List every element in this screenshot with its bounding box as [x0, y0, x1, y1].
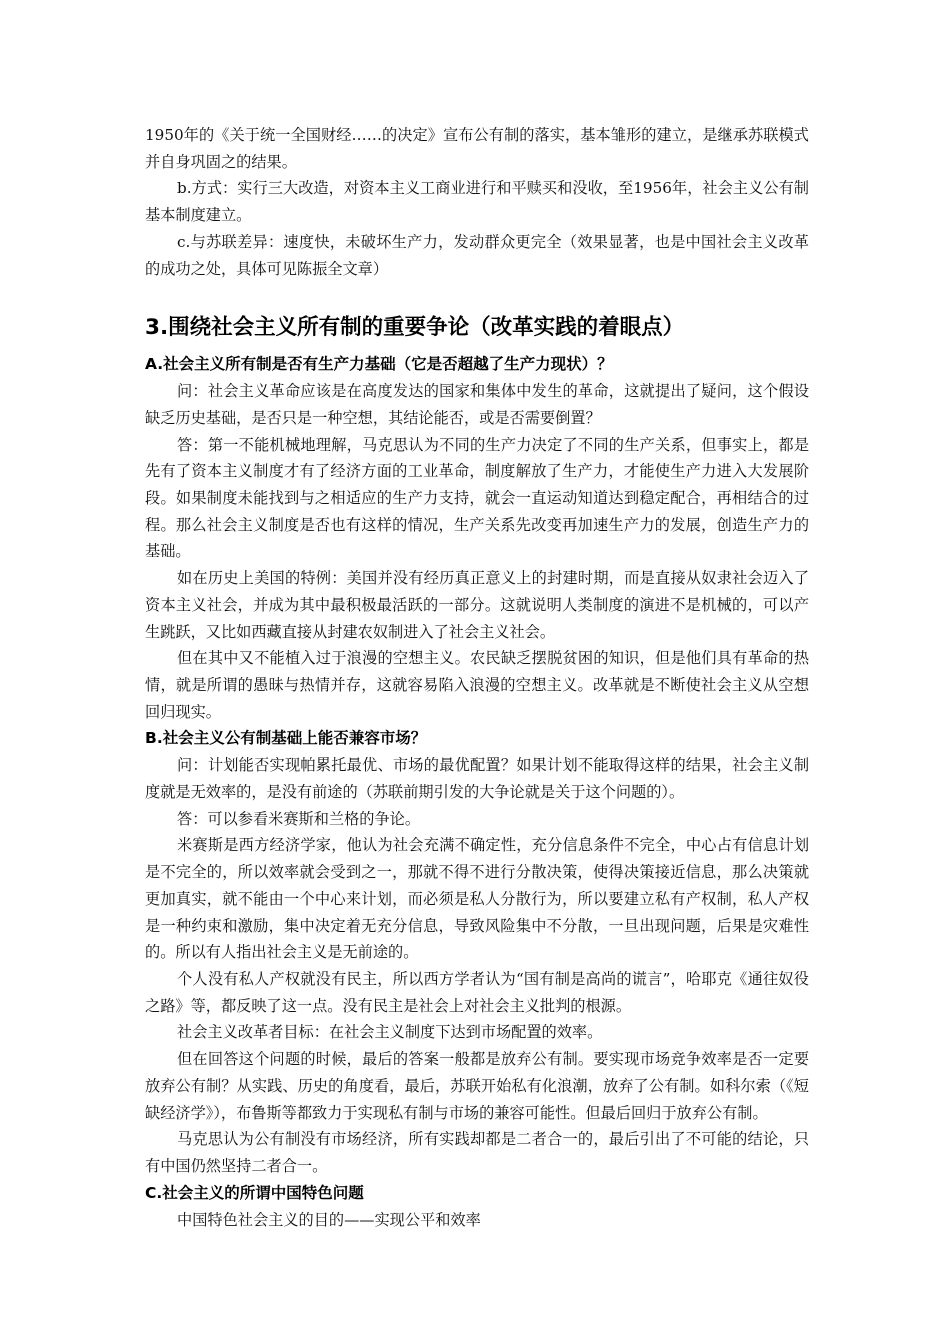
intro-paragraph-1: 1950年的《关于统一全国财经……的决定》宣布公有制的落实，基本雏形的建立，是继承苏联模式并自身巩固之的结果。 — [145, 126, 809, 171]
section-heading: 3.围绕社会主义所有制的重要争论（改革实践的着眼点） — [145, 315, 685, 341]
subsection-a-heading: A.社会主义所有制是否有生产力基础（它是否超越了生产力现状）？ — [145, 355, 613, 374]
intro-paragraph-2: b.方式：实行三大改造，对资本主义工商业进行和平赎买和没收，至1956年，社会主义公有制基本制度建立。 — [145, 179, 809, 225]
subsection-c-heading: C.社会主义的所谓中国特色问题 — [145, 1183, 364, 1202]
subsection-b-paragraph: 马克思认为公有制没有市场经济，所有实践却都是二者合一的，最后引出了不可能的结论，只有中国仍然坚持二者合一。 — [145, 1130, 809, 1175]
subsection-b-paragraph: 但在回答这个问题的时候，最后的答案一般都是放弃公有制。要实现市场竞争效率是否一定要放弃公有制？从实践、历史的角度看，最后，苏联开始私有化浪潮，放弃了公有制。如科尔索（《短缺经济学》），布鲁斯等都致力于实现私有制与市场的兼容可能性。但最后回归于放弃公有制。 — [145, 1050, 809, 1122]
subsection-a-paragraph: 但在其中又不能植入过于浪漫的空想主义。农民缺乏摆脱贫困的知识，但是他们具有革命的热情，就是所谓的愚昧与热情并存，这就容易陷入浪漫的空想主义。改革就是不断使社会主义从空想回归现实。 — [145, 649, 809, 721]
subsection-b-paragraph: 社会主义改革者目标：在社会主义制度下达到市场配置的效率。 — [177, 1023, 603, 1042]
intro-paragraph-3: c.与苏联差异：速度快，未破坏生产力，发动群众更完全（效果显著，也是中国社会主义改革的成功之处，具体可见陈振全文章） — [145, 232, 809, 278]
subsection-b-paragraph: 个人没有私人产权就没有民主，所以西方学者认为“国有制是高尚的谎言”，哈耶克《通往奴役之路》等，都反映了这一点。没有民主是社会上对社会主义批判的根源。 — [145, 969, 809, 1015]
subsection-c-paragraph: 中国特色社会主义的目的——实现公平和效率 — [177, 1210, 481, 1229]
document-body — [145, 122, 809, 1233]
subsection-b-paragraph: 问：计划能否实现帕累托最优、市场的最优配置？如果计划不能取得这样的结果，社会主义制度就是无效率的，是没有前途的（苏联前期引发的大争论就是关于这个问题的）。 — [145, 756, 809, 802]
subsection-a-paragraph: 答：第一不能机械地理解，马克思认为不同的生产力决定了不同的生产关系，但事实上，都是先有了资本主义制度才有了经济方面的工业革命，制度解放了生产力，才能使生产力进入大发展阶段。如果制度未能找到与之相适应的生产力支持，就会一直运动知道达到稳定配合，再相结合的过程。那么社会主义制度是否也有这样的情况，生产关系先改变再加速生产力的发展，创造生产力的基础。 — [145, 435, 809, 561]
subsection-a-paragraph: 问：社会主义革命应该是在高度发达的国家和集体中发生的革命，这就提出了疑问，这个假设缺乏历史基础，是否只是一种空想，其结论能否，或是否需要倒置？ — [145, 382, 809, 427]
subsection-b-paragraph: 米赛斯是西方经济学家，他认为社会充满不确定性，充分信息条件不完全，中心占有信息计划是不完全的，所以效率就会受到之一，那就不得不进行分散决策，使得决策接近信息，那么决策就更加真实，就不能由一个中心来计划，而必须是私人分散行为，所以要建立私有产权制，私人产权是一种约束和激励，集中决定着无充分信息，导致风险集中不分散，一旦出现问题，后果是灾难性的。所以有人指出社会主义是无前途的。 — [145, 836, 809, 962]
subsection-b-paragraph: 答：可以参看米赛斯和兰格的争论。 — [177, 809, 420, 828]
subsection-a-paragraph: 如在历史上美国的特例：美国并没有经历真正意义上的封建时期，而是直接从奴隶社会迈入了资本主义社会，并成为其中最积极最活跃的一部分。这就说明人类制度的演进不是机械的，可以产生跳跃，又比如西藏直接从封建农奴制进入了社会主义社会。 — [145, 569, 809, 641]
subsection-b-heading: B.社会主义公有制基础上能否兼容市场？ — [145, 729, 427, 748]
